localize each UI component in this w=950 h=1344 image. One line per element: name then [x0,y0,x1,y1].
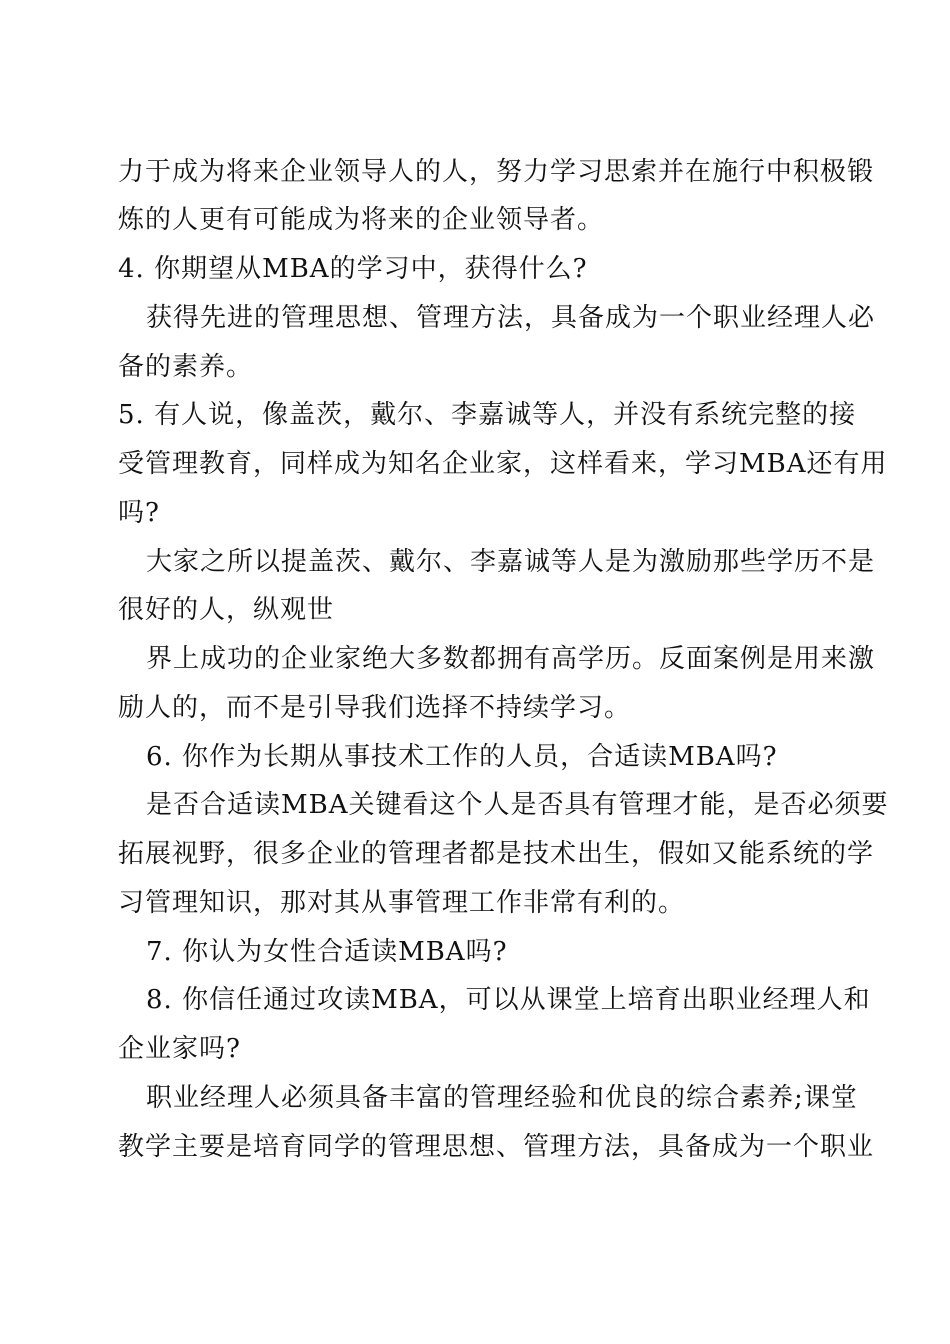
question-6: 6. 你作为长期从事技术工作的人员，合适读MBA吗? [146,742,778,772]
answer-8-line: 教学主要是培育同学的管理思想、管理方法，具备成为一个职业 [118,1132,875,1162]
text-line: 炼的人更有可能成为将来的企业领导者。 [118,205,605,235]
question-5: 吗? [118,498,160,528]
answer-5-line: 大家之所以提盖茨、戴尔、李嘉诚等人是为激励那些学历不是 [146,547,876,577]
answer-4-line: 获得先进的管理思想、管理方法，具备成为一个职业经理人必 [146,303,876,333]
question-4: 4. 你期望从MBA的学习中，获得什么? [118,254,588,284]
answer-5-line: 励人的，而不是引导我们选择不持续学习。 [118,693,632,723]
text-line: 力于成为将来企业领导人的人，努力学习思索并在施行中积极锻 [118,157,875,187]
answer-4-line: 备的素养。 [118,352,254,382]
answer-6-line: 拓展视野，很多企业的管理者都是技术出生，假如又能系统的学 [118,839,875,869]
answer-6-line: 习管理知识，那对其从事管理工作非常有利的。 [118,888,686,918]
question-8: 8. 你信任通过攻读MBA，可以从课堂上培育出职业经理人和 [146,985,871,1015]
question-8: 企业家吗? [118,1034,241,1064]
answer-6-line: 是否合适读MBA关键看这个人是否具有管理才能，是否必须要 [146,790,889,820]
answer-5-line: 界上成功的企业家绝大多数都拥有高学历。反面案例是用来激 [146,644,876,674]
question-5: 受管理教育，同样成为知名企业家，这样看来，学习MBA还有用 [118,449,888,479]
question-5: 5. 有人说，像盖茨，戴尔、李嘉诚等人，并没有系统完整的接 [118,400,857,430]
question-7: 7. 你认为女性合适读MBA吗? [146,937,508,967]
answer-5-line: 很好的人，纵观世 [118,595,335,625]
answer-8-line: 职业经理人必须具备丰富的管理经验和优良的综合素养;课堂 [146,1083,858,1113]
